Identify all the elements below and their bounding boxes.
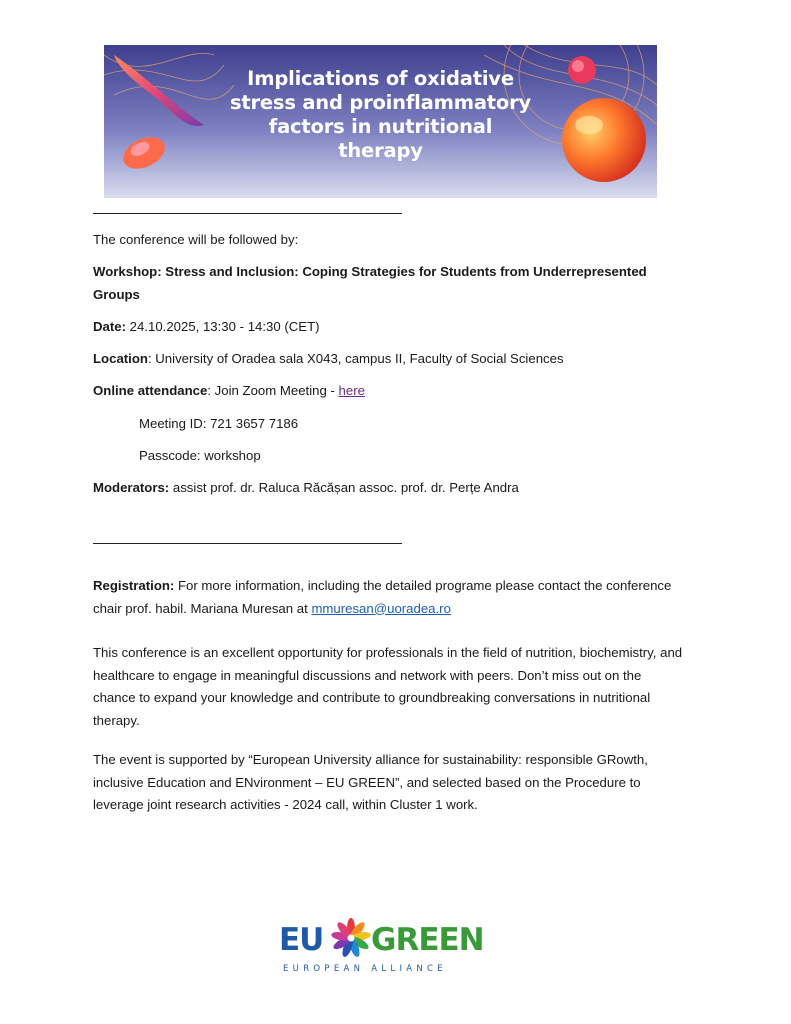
location-line (93, 348, 564, 370)
registration-value: For more information, including the detailed programe please contact the conference chair prof. habil. Mariana Muresan at (93, 578, 672, 616)
email-link[interactable]: mmuresan@uoradea.ro (311, 600, 451, 616)
workshop-title-text: Workshop: Stress and Inclusion: Coping Strategies for Students from Underrepresented (93, 264, 647, 279)
logo-green-text: GREEN (371, 922, 484, 958)
flower-icon (329, 914, 373, 958)
date-label: Date: (93, 319, 126, 334)
banner-title: Implications of oxidative stress and proinflammatory factors in nutritional therapy (229, 67, 532, 162)
registration-paragraph (93, 575, 683, 620)
meeting-id: Meeting ID: 721 3657 7186 (139, 416, 299, 431)
workshop-title (93, 261, 647, 283)
logo-subtitle: EUROPEAN ALLIANCE (283, 964, 447, 974)
date-value: 24.10.2025, 13:30 - 14:30 (CET) (125, 319, 320, 334)
moderators-value: assist prof. dr. Raluca Răcășan assoc. prof. dr. Perțe Andra (169, 480, 519, 495)
zoom-link[interactable]: here (338, 383, 365, 398)
opportunity-paragraph: This conference is an excellent opportunity for professionals in the field of nutrition, biochemistry, and healthcare to engage in meaningful discussions and network with peers. Don’t miss out on the chance to expand your knowledge and contribute to groundbreaking conversations in nutritional therapy. (93, 645, 683, 728)
date-line (93, 316, 320, 338)
logo-eu-text: EU (279, 922, 324, 958)
online-value: : Join Zoom Meeting - (207, 383, 339, 398)
eu-green-logo (279, 912, 489, 976)
intro-text: The conference will be followed by: (93, 232, 299, 247)
online-label: Online attendance (93, 383, 208, 398)
location-value: : University of Oradea sala X043, campus II, Faculty of Social Sciences (147, 351, 564, 366)
divider-bottom (93, 543, 402, 544)
registration-label: Registration: (93, 578, 175, 593)
moderators-line (93, 477, 519, 499)
divider-top (93, 213, 402, 214)
header-banner (104, 45, 657, 198)
workshop-title-cont-text: Groups (93, 287, 140, 302)
passcode: Passcode: workshop (139, 448, 261, 463)
moderators-label: Moderators: (93, 480, 170, 495)
location-label: Location (93, 351, 148, 366)
workshop-title-cont (93, 284, 140, 306)
online-line (93, 380, 365, 402)
support-paragraph: The event is supported by “European University alliance for sustainability: responsible GRowth, inclusive Education and ENvironment – EU GREEN”, and selected based on the Procedure to leverage joint research activities - 2024 call, within Cluster 1 work. (93, 752, 648, 812)
